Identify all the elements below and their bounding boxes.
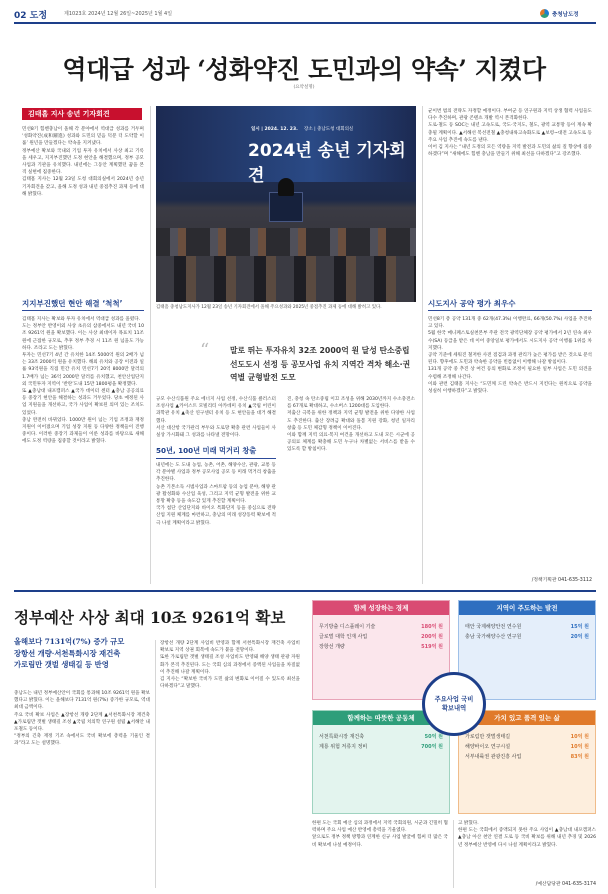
article1-contact: /정책기획관 041-635-3112 [531,578,592,583]
item-name: 충남 국가해양수산 연구원 [465,634,522,640]
item-amount: 10억 원 [570,734,589,740]
item-name: 해양바이오 연구시설 [465,744,511,750]
brand-logo-icon [540,9,549,18]
issue-info: 제1023호 2024년 12월 26일~2025년 1월 4일 [64,11,173,17]
subhead-line: 올해보다 7131억(7%) 증가 규모 [14,637,125,646]
paragraph: 김 지사는 “확보한 국비가 도민 삶의 변화로 이어질 수 있도록 최선을 다하겠다”고 말했다. [160,677,300,690]
paragraph: 정부예산 확보와 국내외 기업 투자 유치에서 사상 최고 기록을 세우고, 지지부진했던 도정 현안을 해결했으며, 정부 공모사업과 기관을 유치했다. 내년에는 그동안 계획했던 꿈을 본격 실현에 집중한다. [22,148,144,176]
info-item [319,743,443,750]
column-divider [453,820,454,888]
header-divider [14,22,596,24]
speaker-figure [278,178,294,196]
subhead-line: 가로림만 갯벌 생태길 등 반영 [14,660,109,669]
main-headline: 역대급 성과 ‘성화약진 도민과의 약속’ 지켰다 [62,55,546,84]
paragraph: 또 ▲충남대 내포캠퍼스 ▲국가 데이터 센터 ▲충남 공공의료 등 중장기 현안을 해결하는 성과도 거두었다. 당초 예정된 사업 지원들을 개선하고, 국가 사업이 확보된 의미 있는 조치도 있었다. [22,389,144,416]
photo-date-line: 일시 | 2024. 12. 23. [251,127,298,132]
item-amount: 15억 원 [570,624,589,630]
paragraph: 또한 가로림만 갯벌 생태길 조성 사업비도 반영돼 해양 생태 관광 자원화가 본격 추진된다. 도는 국회 심의 과정에서 증액된 사업들을 차질없이 추진해 나갈 계획이다. [160,655,300,675]
paragraph: 도로·철도 등 SOC는 내년 고속도로, 국도·국지도, 철도, 광역 교통망 등이 계속 확충될 계획이다. ▲서해선 복선전철 ▲충청내륙고속화도로 ▲보령~대전 고속도로 등 주요 사업 추진에 속도를 낸다. [428,123,592,143]
item-name: 장항선 개량 [319,644,345,650]
audience-row [156,256,416,302]
quote-mark-icon: “ [200,340,210,361]
info-box-title: 가치 있고 품격 있는 삶 [459,711,595,725]
paragraph: 충남도는 내년 정부예산안이 국회를 통과해 10조 9261억 원을 확보했다고 밝혔다. 이는 올해보다 7131억 원(7%) 증가한 규모로, 역대 최대 금액이다. [14,691,150,711]
paragraph: 국가 첨단 산업단지와 바이오 특화단지 등을 중심으로 전략산업 지원 체계를 마련하고, 충남의 미래 성장동력 확보에 적극 나설 계획이라고 밝혔다. [156,506,276,526]
paragraph: 이와 관련 김태흠 지사는 “도민께 드린 약속은 반드시 지킨다는 원칙으로 공약을 성실히 이행하겠다”고 밝혔다. [428,381,592,395]
article1-col4b [428,316,592,574]
article1-col3a [287,396,415,584]
paragraph: 이어 김 지사는 “내년 도정의 모든 역량을 지역 발전과 도민의 삶의 질 향상에 집중하겠다”며 “새해에도 힘쎈 충남을 만들기 위해 최선을 다하겠다”고 강조했다. [428,145,592,158]
paragraph: 한편 도는 국회 예산 심의 과정에서 지역 국회의원, 시군과 긴밀히 협력하며 주요 사업 예산 반영에 총력을 기울였다. [312,821,448,834]
info-item [465,623,589,630]
paragraph: 진, 충청 속 탄소중립 이끄 조성을 위해 2030년까지 수소충전소를 67개로 확대하고, 수소버스 1200대를 도입한다. [287,397,415,410]
info-item [465,633,589,640]
center-title: 주요사업 국비확보내역 [434,696,474,712]
article1-col2b [156,462,276,584]
article2-col1 [14,690,150,888]
item-amount: 20억 원 [570,634,589,640]
item-name: 태안 국제해양안전 연수원 [465,624,522,630]
section-divider [14,590,596,592]
article2-contact: /예산담당관 041-635-3174 [535,882,596,887]
article1-col1b [22,316,144,584]
item-amount: 200억 원 [421,634,443,640]
item-name: 글로벌 대학 인재 사업 [319,634,368,640]
photo-banner-title: 2024년 송년 기자회견 [248,141,406,186]
item-name: 계룡 위험 저류지 정비 [319,744,368,750]
subhead-text: 김태흠 지사 송년 기자회견 [28,110,110,118]
info-box-title: 지역이 주도하는 발전 [459,601,595,615]
paragraph: 충남 완전히 바뀌었다. 1000만 원이 넘는 기업 조정과 재정지원이 이어졌으며 기업 성장 지원 등 다양한 정책들이 진행 중이다. 이러한 중장기 과제들이 이룬 성과를 바탕으로 새해에도 도정 역량을 집중할 것이라고 밝혔다. [22,417,144,445]
info-box-quality-life [458,710,596,814]
subhead-underline [428,310,592,311]
article2-subhead [14,636,184,671]
info-item [465,743,589,750]
subhead-underline [156,458,276,459]
pull-quote: 말로 뛰는 투자유치 32조 2000억 원 달성 탄소중립 선도도시 선정 등 공모사업 유치 지역간 격차 해소·권역별 균형발전 도모 [230,346,411,382]
paragraph: 장항선 개량 2단계 사업비 반영과 함께 서천특화시장 재건축 사업비 확보로 지역 상권 회복에 속도가 붙을 전망이다. [160,641,300,654]
paragraph: 김태흠 지사는 확보와 투자 유치에서 역대급 성과를 올렸다. [22,317,141,322]
subhead-press-conference [22,108,142,120]
subhead-underline [22,310,144,311]
subhead-future-growth: 50년, 100년 미래 먹거리 창출 [156,446,257,455]
paragraph: 이와 함께 지역 의료·복지 여건을 개선하고 도내 모든 시군에 공공의료 체계를 확충해 도민 누구나 차별없는 서비스를 받을 수 있도록 할 방침이다. [287,433,415,453]
press-conference-photo [156,106,416,302]
column-divider [422,106,423,584]
column-divider [155,640,156,888]
infographic-center-badge [422,672,486,736]
item-name: 서부내륙권 관광진흥 사업 [465,754,522,760]
paragraph: 민선8기 힘쎈충남이 올해 각 분야에서 역대급 성과를 거두며 ‘성화약진(成和躍進) 성과와 도민의 믿음 덕분 더 도약할 이룰’ 원년을 만들겠다는 약속을 지켜냈다. [22,127,144,147]
paragraph: 한편 도는 국회에서 증액되지 못한 주요 사업이 ▲충남대 내포캠퍼스 ▲충남 아산 천안 연결 도로 등 국비 확보를 위해 내년 추경 및 2026년 정부예산 반영에 다시 나설 계획이라고 밝혔다. [458,828,596,848]
info-box-community [312,710,450,814]
paragraph: “정부의 긴축 재정 기조 속에서도 국비 확보에 총력을 기울인 결과”라고 도는 설명했다. [14,734,150,747]
subhead-line: 장항선 개량·서천특화시장 재건축 [14,648,121,658]
item-name: 가로림만 갯벌생태길 [465,734,511,740]
photo-place-line: 장소 | 충남도청 대회의실 [304,127,354,132]
article2-col2 [160,640,300,888]
article2-col4 [458,820,596,878]
item-amount: 519억 원 [421,644,443,650]
paragraph: 주요 국비 확보 사업은 ▲장항선 개량 2단계 ▲서천특화시장 재건축 ▲가로림만 갯벌 생태길 조성 ▲국립 치의학 연구원 설립 ▲서해안 내포철도 등이다. [14,712,150,733]
subhead-issues-resolved: 지지부진했던 현안 해결 ‘척척’ [22,299,123,308]
paragraph: 앞으로도 정부 정책 방향과 연계한 신규 사업 발굴에 힘써 더 많은 국비 확보에 나설 예정이다. [312,835,448,848]
paragraph: 농촌 기본소득 시범사업과 스마트팜 등의 농업 분야, 해양 관광 활성화와 수산업 육성, 그리고 지역 균형 발전을 위한 교통망 확충 등을 속도감 있게 추진할 계획이다. [156,484,276,505]
paragraph: 저출산 극복을 위한 정책과 지역 균형 발전을 위한 다양한 사업도 추진한다. 출산 장려금 확대와 돌봄 지원 강화, 청년 일자리 창출 등 도민 체감형 정책이 이어진다. [287,411,415,431]
article2-headline: 정부예산 사상 최대 10조 9261억 확보 [14,608,286,627]
paragraph: 131개 공약 중 추진 상 여건 등의 변화로 조정이 필요한 일부 사업은 도민 의견을 수렴해 조정해 나간다. [428,367,592,380]
article1-col1a [22,126,144,198]
paragraph: 균이번 범의 전략도 자정할 예정이다. 부여군 등 연구원과 지역 상생 협력 사업들도 다수 추진하며, 관광 콘텐츠 개발 역시 본격화한다. [428,109,592,122]
budget-infographic [312,600,596,814]
paragraph: 내년에는 도 도내 농업, 농촌, 어촌, 해양수산, 관광, 교통 등 각 분야별 사업과 정부 공모사업 공모 등 미래 먹거리 창출을 추진한다. [156,463,276,483]
paragraph: 규모 수산식품원 주요 에너지 사업 선정, 수산식품 클러스터 조성사업 ▲카이스트 모빌리티 아카데미 유치 ▲국립 어린이 과학관 유치 ▲축산 연구센터 유치 등 도 현안들을 대거 해결했다. [156,397,276,424]
item-name: 무기방출 디스플레이 기술 [319,624,376,630]
paragraph: 서산 대산항 국가관리 부두와 도로망 확충 관련 사업들이 사실상 가시화돼 그 성과를 나타낼 전망이다. [156,425,276,439]
info-item [465,753,589,760]
info-box-title: 함께 성장하는 경제 [313,601,449,615]
brand-name: 충청남도정 [552,12,579,18]
info-item [465,733,589,740]
item-name: 서천특화시장 재건축 [319,734,365,740]
article2-col3 [312,820,448,888]
info-item [319,623,443,630]
info-item [319,633,443,640]
paragraph: 투자는 민선7기 4년 간 유치한 14조 5000억 원의 2배가 넘는 33조 2000억 원을 유치했다. 해외 유치와 공장 이전과 일률 93억원을 직접 민간 유치 민선7기 20억 8000만 달러의 1.7배가 넘는 36억 2000만 달러를 유치했고, 천안산업단지 외 국민투자 지역이 ‘반란’도내 15만 1800평을 확정했다. [22,353,144,387]
info-item [319,733,443,740]
item-amount: 180억 원 [421,624,443,630]
paragraph: 고 밝혔다. [458,821,479,826]
podium [269,192,303,222]
byline: (요약설명) [293,85,315,90]
info-box-title: 함께하는 따뜻한 공동체 [313,711,449,725]
page-label: 02 도정 [14,11,48,21]
paragraph: 민선8기 총 공약 131개 중 62개(47.3%) 이행완료, 66개(50.7%) 사업을 추진하고 있다. [428,317,592,330]
photo-caption: 김태흠 충청남도지사가 12월 23일 송년 기자회견에서 올해 주요성과와 2025년 중점추진 과제 등에 대해 밝히고 있다. [156,305,382,310]
paragraph: 5월 한국 매니페스토실천본부 주관 전국 광역단체장 공약 평가에서 2년 연속 최우수(SA) 등급을 받은 데 이어 중앙일보 평가에서도 시도지사 공약 이행률 1위를 차지했다. [428,331,592,351]
item-amount: 83억 원 [570,754,589,760]
item-amount: 700억 원 [421,744,443,750]
subhead-pledge-evaluation: 시도지사 공약 평가 최우수 [428,299,516,308]
paragraph: 도는 정부안 반영이외 사상 초유의 삼중에서도 내년 국비 10조 9261억 원을 확보했다. 이는 사상 최대이자 목표치 11조 원에 근접한 규모로, 추후 정부 추경 시 11조 원 넘을도 가능하다. 조라고 도는 밝혔다. [22,324,144,351]
item-amount: 50억 원 [424,734,443,740]
column-divider [150,106,151,584]
info-item [319,643,443,650]
paragraph: 공약 기준에 세워진 철저한 사전 점검과 과정 관리가 높은 평가를 받은 것으로 분석된다. 향후에도 도민과 약속한 공약을 빈틈없이 이행해 나갈 방침이다. [428,353,592,366]
article1-col2a [156,396,276,439]
article1-col4a [428,108,592,284]
paragraph: 김태흠 지사는 12월 23일 도청 대회의실에서 2024년 송년 기자회견을 갖고, 올해 도정 성과 내년 중점추진 과제 등에 대해 밝혔다. [22,177,144,197]
item-amount: 10억 원 [570,744,589,750]
